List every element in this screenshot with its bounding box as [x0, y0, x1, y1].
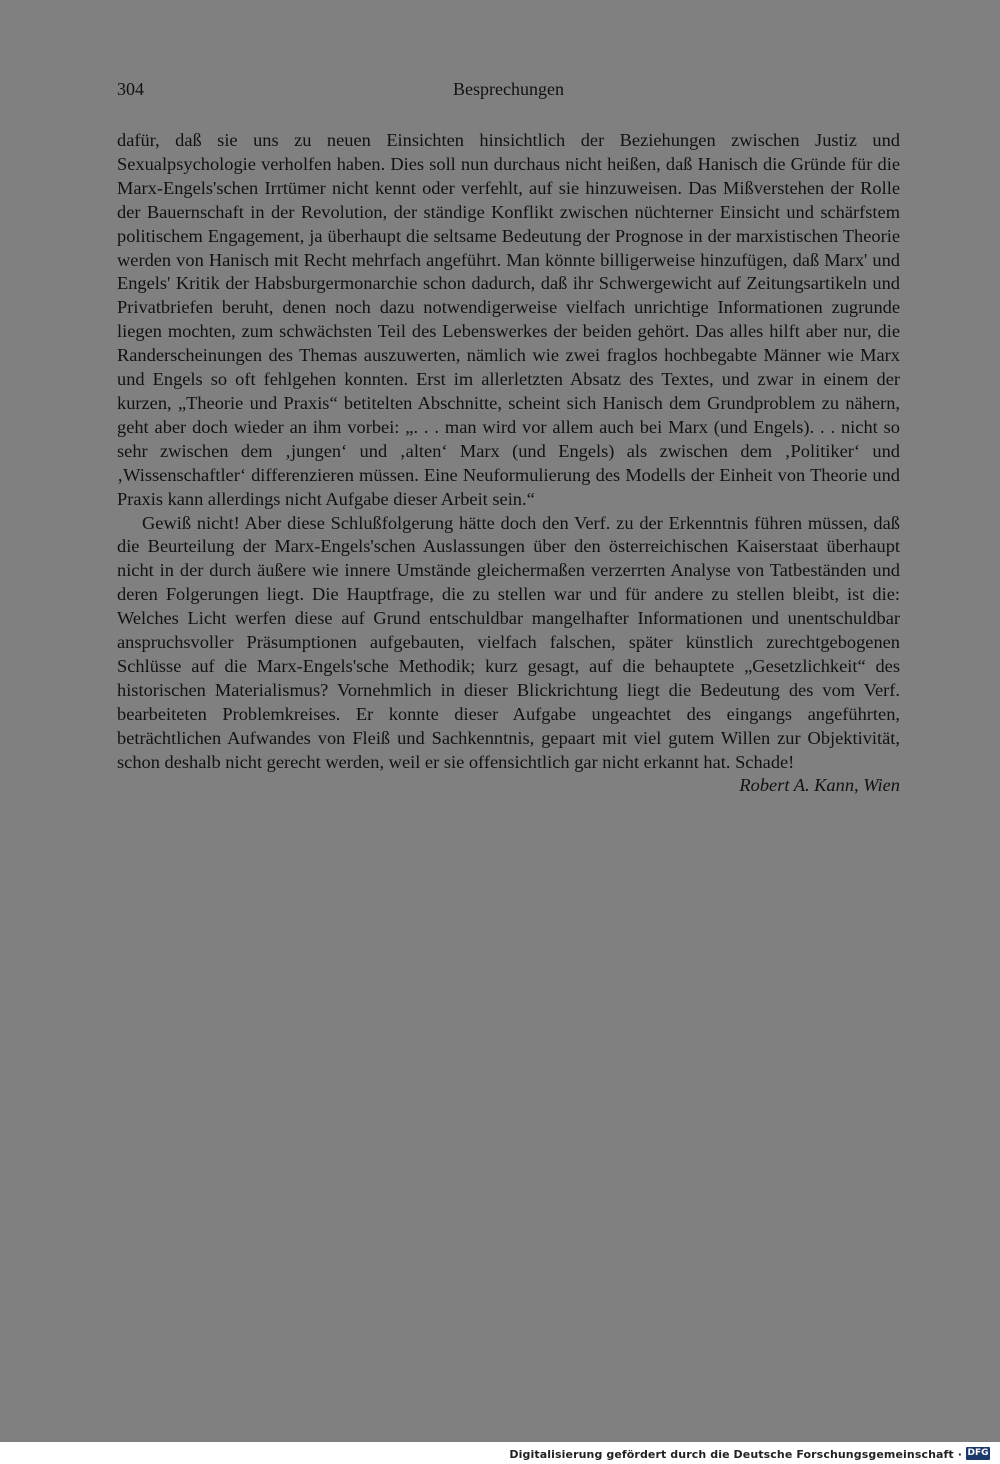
dfg-logo-icon: DFG [967, 1448, 989, 1458]
funding-note: Digitalisierung gefördert durch die Deutsche Forschungsgemeinschaft · [509, 1448, 962, 1461]
paragraph-2: Gewiß nicht! Aber diese Schlußfolgerung hätte doch den Verf. zu der Erkenntnis führen müssen, daß die Beurteilung der Marx-Engels'schen Auslassungen über den österreichischen Kaiserstaat überhaupt nicht in der durch äußere wie innere Umstände gleichermaßen verzerrten Analyse von Tatbeständen und deren Folgerungen liegt. Die Hauptfrage, die zu stellen war und für andere zu stellen bleibt, ist die: Welches Licht werfen diese auf Grund entschuldbar mangelhafter Informationen und unentschuldbar anspruchsvoller Präsumptionen aufgebauten, vielfach falschen, später künstlich zurechtgebogenen Schlüsse auf die Marx-Engels'sche Methodik; kurz gesagt, auf die behauptete „Gesetzlichkeit“ des historischen Materialismus? Vornehmlich in dieser Blickrichtung liegt die Bedeutung des vom Verf. bearbeiteten Problemkreises. Er konnte dieser Aufgabe ungeachtet des eingangs angeführten, beträchtlichen Aufwandes von Fleiß und Sachkenntnis, gepaart mit viel gutem Willen zur Objektivität, schon deshalb nicht gerecht werden, weil er sie offensichtlich gar nicht erkannt hat. Schade! [117, 512, 900, 772]
author-signature: Robert A. Kann, Wien [739, 775, 900, 796]
running-head: Besprechungen [453, 79, 564, 99]
footer-bar [0, 1442, 1000, 1464]
paragraph-1: dafür, daß sie uns zu neuen Einsichten hinsichtlich der Beziehungen zwischen Justiz und Sexualpsychologie verholfen haben. Dies soll nun durchaus nicht heißen, daß Hanisch die Gründe für die Marx-Engels'schen Irrtümer nicht kennt oder verfehlt, auf sie hinzuweisen. Das Mißverstehen der Rolle der Bauernschaft in der Revolution, der ständige Konflikt zwischen nüchterner Einsicht und schärfstem politischem Engagement, ja überhaupt die seltsame Bedeutung der Prognose in der marxistischen Theorie werden von Hanisch mit Recht mehrfach angeführt. Man könnte billigerweise hinzufügen, daß Marx' und Engels' Kritik der Habsburgermonarchie schon dadurch, daß ihr Schwergewicht auf Zeitungsartikeln und Privatbriefen beruht, denen noch dazu notwendigerweise vielfach unrichtige Informationen zugrunde liegen mochten, zum schwächsten Teil des Lebenswerkes der beiden gehört. Das alles hilft aber nur, die Randerscheinungen des Themas auszuwerten, nämlich wie zwei fraglos hochbegabte Männer wie Marx und Engels so oft fehlgehen konnten. Erst im allerletzten Absatz des Textes, und zwar in einem der kurzen, „Theorie und Praxis“ betitelten Abschnitte, scheint sich Hanisch dem Grundproblem zu nähern, geht aber doch wieder an ihm vorbei: „. . . man wird vor allem auch bei Marx (und Engels). . . nicht so sehr zwischen dem ‚jungen‘ und ‚alten‘ Marx (und Engels) als zwischen dem ‚Politiker‘ und ‚Wissenschaftler‘ differenzieren müssen. Eine Neuformulierung des Modells der Einheit von Theorie und Praxis kann allerdings nicht Aufgabe dieser Arbeit sein.“ [117, 130, 900, 509]
article-body [117, 129, 900, 798]
page-header [117, 76, 900, 102]
page-number: 304 [117, 79, 144, 99]
